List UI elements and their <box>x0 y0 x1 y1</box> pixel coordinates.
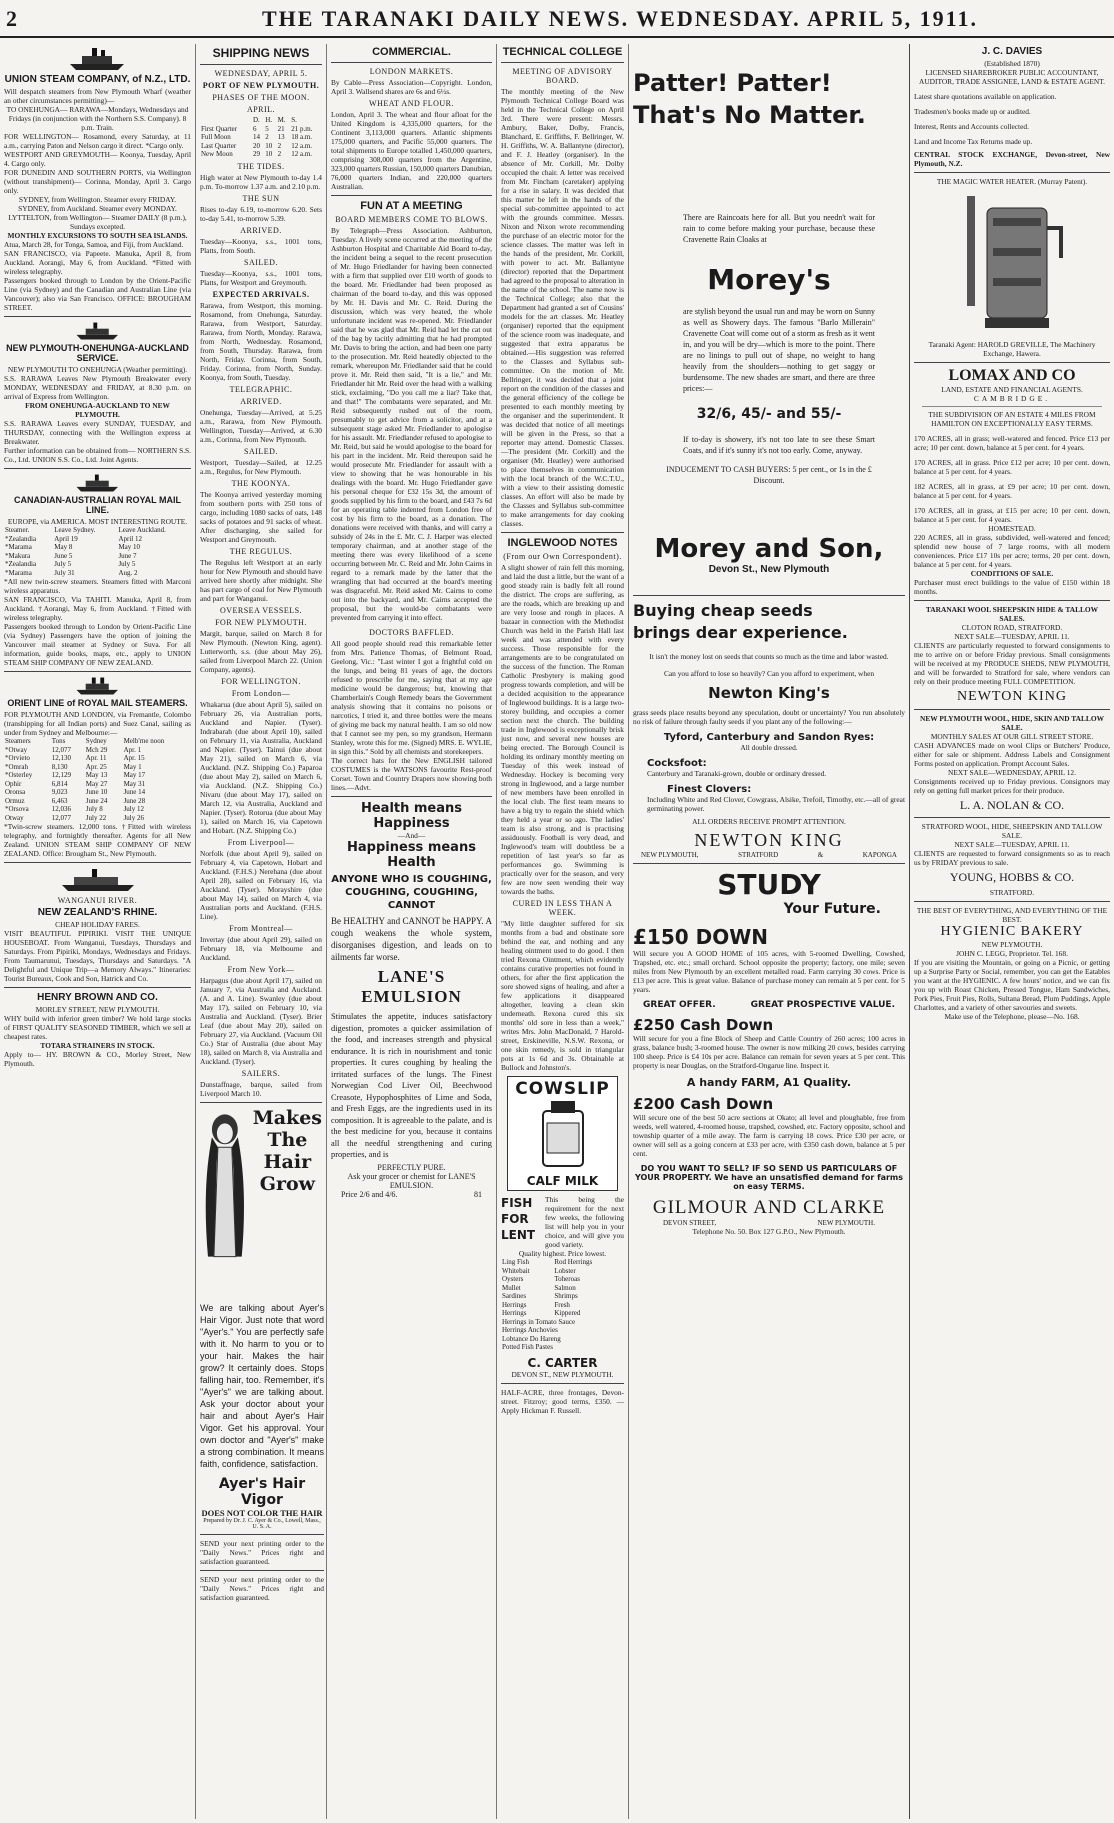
young-town: STRATFORD. <box>989 888 1035 897</box>
legg-proprietor: JOHN C. LEGG, Proprietor. Tel. 168. <box>956 949 1068 958</box>
lomax-title: LOMAX AND CO <box>948 367 1076 384</box>
canadian-notes: *All new twin-screw steamers. Steamers fitted with Marconi wireless apparatus. <box>4 577 191 595</box>
cowslip-ad <box>507 1076 618 1191</box>
health-headline-1: Health means Happiness <box>360 801 463 831</box>
cured-heading: CURED IN LESS THAN A WEEK. <box>512 899 613 917</box>
steamship-icon <box>73 676 123 696</box>
ryes-heading: Tyford, Canterbury and Sandon Ryes: <box>663 732 875 743</box>
column-1 <box>0 44 196 1819</box>
np-onehunga: NEW PLYMOUTH TO ONEHUNGA (Weather permitting). <box>7 365 188 374</box>
henry-brown-body: WHY build with inferior green timber? We hold large stocks of FIRST QUALITY SEASONED TIMBER, which we sell at cheapest rates. <box>4 1014 191 1041</box>
water-heater-illustration <box>957 188 1067 338</box>
steamship-icon <box>73 473 123 493</box>
sailers-body: Dunstaffnage, barque, sailed from Liverpool March 10. <box>200 1079 322 1098</box>
orient-title: ORIENT LINE of ROYAL MAIL STEAMERS. <box>7 698 188 708</box>
ayers-body: We are talking about Ayer's Hair Vigor. Just note that word "Ayer's." You are perfectly safe with it. No harm to you or to your hair. Makes the hair grow? It certainly does. Stops falling hair, too. Remember, it's "Ayer's" we are talking about. Ask your doctor about your hair and about Ayer's Hair Vigor. Get his approval. Your own doctor and "Ayer's" make a strong combination. It means faith, confidence, satisfaction. <box>200 1303 324 1469</box>
handy-farm: A handy FARM, A1 Quality. <box>686 1076 852 1089</box>
table-row: Ormuz 6,463 June 24 June 28 <box>5 796 146 805</box>
london-markets-heading: LONDON MARKETS. <box>369 67 454 76</box>
ask-grocer: Ask your grocer or chemist for LANE'S EMULSION. <box>347 1171 476 1190</box>
telegraphic-body: Onehunga, Tuesday—Arrived, at 5.25 a.m., Rarawa, from New Plymouth. Wellington, Tuesday—Arrived, at 6.30 a.m., Corinna, from New Plymouth. <box>200 407 322 444</box>
table-row: Lobtance Do Hareng <box>502 1334 561 1343</box>
clovers-heading: Finest Clovers: <box>667 784 752 795</box>
jc-established: (Established 1870) <box>984 59 1040 68</box>
makes-hair-grow-headline: Makes The Hair Grow <box>252 1106 322 1195</box>
taranaki-addr: CLOTON ROAD, STRATFORD. <box>961 623 1063 632</box>
newton-kings-heading: Newton King's <box>708 684 830 702</box>
union-lyttelton: LYTTELTON, from Wellington— Steamer DAILY (8 p.m.), Sundays excepted. <box>8 213 187 231</box>
moreys-name: Morey's <box>707 263 831 296</box>
coughing-text: ANYONE WHO IS COUGHING, COUGHING, COUGHING, CANNOT <box>331 874 492 911</box>
table-row: Mullet Salmon <box>502 1283 576 1292</box>
calf-milk: CALF MILK <box>526 1174 599 1188</box>
ayers-sub: DOES NOT COLOR THE HAIR <box>201 1508 323 1518</box>
cowslip-title: COWSLIP <box>515 1079 610 1099</box>
column-5: Patter! Patter! That's No Matter. There are Raincoats here for all. But you needn't wait for rain to come before making your purchase, because these Cravenette Rain Cloaks at Morey's are stylish beyond the usual run and may be worn on Sunny as well as Showery days. The famous "Barlo Millerain" Cravenette Coat will come out of a storm as fresh as it went in, and you will be dry—which is more to the point. There are no linings to pull out of shape, no weight to hang heavily from the shoulders—nothing to get saggy or burdensome. The new shades are smart, and there are three prices:— 32/6, 45/- and 55/- If to-day is showery, it's not too late to see these Smart Coats, and if it's sunny it's not too early. Come, anyway. INDUCEMENT TO CASH BUYERS: 5 per cent., or 1s in the £ Discount. Morey and Son, Devon St., New Plymouth Buying cheap seeds brings dear experience. It isn't the money lost on seeds that counts so much as the time and labor wasted. Can you afford to lose so heavily? Can you afford to experiment, when Newton King's grass seeds place results beyond any speculation, doubt or uncertainty? You run absolutely no risk of failure through faulty seeds if you plant any of the following:— Tyford, Canterbury and Sandon Ryes: All double dressed. Cocksfoot: Canterbury and Taranaki-grown, double or ordinary dressed. Finest Clovers: Including White and Red Clover, Cowgrass, Alsike, Trefoil, Timothy, etc.—all of great germinating power. ALL ORDERS RECEIVE PROMPT ATTENTION. NEWTON KING NEW PLYMOUTH, STRATFORD & KAPONGA STUDY Your Future. £150 DOWN Will secure you A GOOD HOME of 105 acres, with 5-roomed Dwelling, Cowshed, Trapshed, etc. etc.; small orchard. School opposite the property; factory, one mile; seven miles from New Plymouth by an excellent metalled road. Farm carrying 30 cows. Price is £13 per acre. This is great value. Balance of purchase money can remain at 5 per cent. for 5 years. GREAT OFFER. GREAT PROSPECTIVE VALUE. £250 Cash Down Will secure for you a fine Block of Sheep and Cattle Country of 260 acres; 100 acres in grass, balance bush; 3-roomed house. The owner is now milking 20 cows, besides carrying 100 sheep. Price is £4 10s per acre. Balance can remain for seven years at 5 per cent. This property is near Douglas, on the Stratford-Ongarue line. Inspect it. A handy FARM, A1 Quality. £200 Cash Down Will secure one of the best 50 acre sections at Okato; all level and ploughable, free from weeds, well watered, 4-roomed house, trapshed, cowshed, etc. Factory opposite, school and township quarter of a mile away. The farm is carrying 18 cows. Price £30 per acre, or owner will sell as a going concern at £33 per acre, with £350 cash down, balance at 5 per cent. DO YOU WANT TO SELL? IF SO SEND US PARTICULARS OF YOUR PROPERTY. We have an unsatisfied demand for farms on easy TERMS. GILMOUR AND CLARKE DEVON STREET, NEW PLYMOUTH. Telephone No. 50. Box 127 G.P.O., New Plymouth. <box>629 44 910 1819</box>
clients-2: CLIENTS are requested to forward consignments so as to reach us by FRIDAY previous to sale. <box>914 849 1110 867</box>
150-body: Will secure you A GOOD HOME of 105 acres, with 5-roomed Dwelling, Cowshed, Trapshed, etc. etc.; small orchard. School opposite the property; factory, one mile; seven miles from New Plymouth by an excellent metalled road. Farm carrying 30 cows. Price is £13 per acre. This is great value. Balance of purchase money can remain at 5 per cent. for 5 years. <box>633 949 905 994</box>
np-rarawa: S.S. RARAWA Leaves New Plymouth Breakwater every MONDAY, WEDNESDAY and FRIDAY, at 8.30 p.m. on arrival of Express from Wellington. <box>4 374 191 401</box>
stratford-sale: STRATFORD WOOL, HIDE, SHEEPSKIN AND TALLOW SALE. <box>921 822 1103 840</box>
carter-name: C. CARTER <box>527 1355 598 1370</box>
np-rarawa-2: S.S. RARAWA Leaves every SUNDAY, TUESDAY, and THURSDAY, connecting with the Wellington express at Breakwater. <box>4 419 191 446</box>
ayers-ad <box>200 1107 322 1267</box>
from-liverpool: From Liverpool— <box>227 837 295 847</box>
cocksfoot-heading: Cocksfoot: <box>647 758 707 769</box>
half-acre-ad: HALF-ACRE, three frontages, Devon-street. Fitzroy; good terms, £350. —Apply Hickman F. Russell. <box>501 1387 624 1415</box>
oversea-heading: OVERSEA VESSELS. <box>219 605 303 615</box>
canadian-passengers: Passengers booked through to London by Orient-Pacific Line (via Sydney) Passengers have the option of joining the Vancouver mail steamer at Sydney or Suva. For all information, guide books, maps, etc., apply to UNION STEAM SHIP COMPANY OF NEW ZEALAND. <box>4 622 191 667</box>
sun-heading: THE SUN <box>242 193 280 203</box>
from-montreal: From Montreal— <box>229 923 293 933</box>
np-wool-sale: NEW PLYMOUTH WOOL, HIDE, SKIN AND TALLOW SALE. <box>920 714 1104 732</box>
ayers-hair-vigor: Ayer's Hair Vigor <box>218 1476 306 1508</box>
table-row: *Makura June 5 June 7 <box>5 551 137 560</box>
union-intro: Will despatch steamers from New Plymouth Wharf (weather an other circumstances permitting)— <box>4 87 191 105</box>
lot-220: 220 ACRES, all in grass, subdivided, well-watered and fenced; splendid new house of 7 large rooms, with all modern conveniences. Price £17 10s per acre; terms, 20 per cent. down, balance at 5 per cent. for 4 years. <box>914 533 1110 569</box>
nolan-name: L. A. NOLAN & CO. <box>959 798 1065 812</box>
port-heading: PORT OF NEW PLYMOUTH. <box>202 81 320 90</box>
wheat-flour-body: London, April 3. The wheat and flour afloat for the United Kingdom is 4,335,000 quarters, for the Continent 3,113,000 quarters. Atlantic shipments 175,000 quarters, and Pacific 55,000 quarters. The total shipments to Europe totalled 1,450,000 quarters, comprising 308,000 quarters from the Argentine, 323,000 quarters Russian, 150,000 quarters Danubian, 76,000 quarters Indian, and 220,000 quarters Australian. <box>331 110 492 191</box>
newspaper-title: THE TARANAKI DAILY NEWS. WEDNESDAY. APRIL 5, 1911. <box>262 6 978 31</box>
study-headline: STUDY <box>717 868 821 901</box>
union-dunedin: FOR DUNEDIN AND SOUTHERN PORTS, via Wellington (without transhipment)— Corinna, Monday, April 3. Cargo only. <box>4 168 191 195</box>
consignments: Consignments received up to Friday previous. Consignors may rely on getting full market prices for their produce. <box>914 777 1110 795</box>
cocksfoot-sub: Canterbury and Taranaki-grown, double or ordinary dressed. <box>647 769 827 778</box>
totara-strainers: TOTARA STRAINERS IN STOCK. <box>40 1041 155 1050</box>
henry-brown-apply: Apply to— HY. BROWN & CO., Morley Street, New Plymouth. <box>4 1050 191 1068</box>
table-row: First Quarter 6 5 21 21 p.m. <box>201 124 313 133</box>
fish-body: This being the requirement for the next few weeks, the following list will help you in your choice, and will give you good variety. <box>545 1195 624 1249</box>
np-info: Further information can be obtained from— NORTHERN S.S. Co., Ltd. UNION S.S. Co., Ltd. Joint Agents. <box>4 446 191 464</box>
regulus-body: The Regulus left Westport at an early hour for New Plymouth and should have arrived here shortly after midnight. She has part cargo of coal for New Plymouth and part for Wanganui. <box>200 557 322 603</box>
table-row: Last Quarter 20 10 2 12 a.m. <box>201 141 313 150</box>
arrived-heading: ARRIVED. <box>240 225 282 235</box>
canadian-title: CANADIAN-AUSTRALIAN ROYAL MAIL LINE. <box>14 495 181 515</box>
sun-body: Rises to-day 6.19, to-morrow 6.20. Sets to-day 5.41, to-morrow 5.39. <box>200 204 322 223</box>
250-body: Will secure for you a fine Block of Sheep and Cattle Country of 260 acres; 100 acres in grass, balance bush; 3-roomed house. The owner is now milking 20 cows, besides carrying 100 sheep. Price is £4 10s per acre. Balance can remain for seven years at 5 per cent. This property is near Douglas, on the Stratford-Ongarue line. Inspect it. <box>633 1034 905 1070</box>
patter-headline-1: Patter! Patter! <box>633 69 832 97</box>
union-title: UNION STEAM COMPANY, of N.Z., LTD. <box>4 74 191 85</box>
telegraphic-heading: TELEGRAPHIC. <box>229 384 293 394</box>
orient-notes: *Twin-screw steamers. 12,000 tons. †Fitted with wireless telegraphy, and fortnightly thereafter. Agents for all New Zealand. UNION STEAM SHIP COMPANY OF NEW ZEALAND. Office: Brougham St., New Plymouth. <box>4 822 191 858</box>
subdivision: THE SUBDIVISION OF AN ESTATE 4 MILES FROM HAMILTON ON EXCEPTIONALLY EASY TERMS. <box>928 410 1096 428</box>
henry-brown-address: MORLEY STREET, NEW PLYMOUTH. <box>35 1005 160 1014</box>
health-and: —And— <box>397 831 426 840</box>
doctors-body: All good people should read this remarkable letter from Mrs. Patience Thomas, of Belmont Road, Geelong, Vic.: "Last winter I got a frightful cold on the lungs, and being 81 years of age, the doctors refused to prescribe for me, saying that at my age medicine would be dangerous; but, knowing that Chamberlain's Cough Remedy bears the Government analysis showing that it contains no poisons or narcotics, I tried it, and three bottles were the means of giving me back my natural health. I am so old now that I cannot see my pen, so my grandson, Hermann Stanley, wrote this for me. (Signed) MRS. E. WYLIE, in sign this." Sold by all chemists and storekeepers. <box>331 639 492 756</box>
shipping-news-title: SHIPPING NEWS <box>212 46 310 60</box>
telegraphic-sailed: SAILED. <box>244 446 278 456</box>
wanganui-sub: CHEAP HOLIDAY FARES. <box>55 920 140 929</box>
seeds-body: It isn't the money lost on seeds that counts so much as the time and labor wasted. <box>649 652 889 661</box>
wellington-body-4: Harpagus (due about April 17), sailed on January 7, via Australia and Auckland. (A. and A. Line). Swanley (due about May 17), sailed on February 10, via Australia and Auckland. (Tyser). Brier Leaf (due about May 20), sailed on February 27, via Auckland. (Vacuum Oil Co.) Star of Australia (due about May 18), sailed on March 8, via Australia and Auckland. (Tyser). <box>200 975 322 1066</box>
homestead: HOMESTEAD. <box>988 524 1036 533</box>
legg-body: If you are visiting the Mountain, or going on a Picnic, or getting up a Surprise Party or Social, remember, you can get the Eatables you want at the HYGIENIC. A few hours' notice, and we can fix you up with Roast Chicken, Pressed Tongue, Ham Sandwiches, Pork Pies, Fruit Pies, Rolls, Sultana Bread, Plum Puddings, Apple Charlottes, and a variety of other savouries and sweets. <box>914 958 1110 1012</box>
masthead <box>0 0 1114 38</box>
table-row: Ling Fish Rod Herrings <box>502 1258 593 1266</box>
phases-heading: PHASES OF THE MOON. <box>212 93 310 102</box>
arrived-body: Tuesday—Koonya, s.s., 1001 tons, Platts, from South. <box>200 236 322 255</box>
regulus-heading: THE REGULUS. <box>229 546 293 556</box>
lomax-town: CAMBRIDGE. <box>973 394 1051 403</box>
steamship-icon <box>68 46 128 72</box>
wanganui-title: NEW ZEALAND'S RHINE. <box>37 907 158 918</box>
oversea-body: Margit, barque, sailed on March 8 for New Plymouth. (Newton King, agent). Lutterworth, s.s. (due about May 26), sailed from Liverpool March 22. (Union Company, agents). <box>200 628 322 674</box>
table-row: *Omrah 8,130 Apr. 25 May 1 <box>5 762 142 771</box>
london-markets-body: By Cable—Press Association—Copyright. London, April 3. Wallsend shares are 6s and 6½s. <box>331 78 492 96</box>
jc-books: Tradesmen's books made up or audited. <box>914 107 1031 116</box>
union-wellington: FOR WELLINGTON— Rosamond, every Saturday, at 11 a.m., carrying Paton and Nelson cargo it direct. *Cargo only. <box>4 132 191 150</box>
table-row: Herrings Kippered <box>502 1309 581 1317</box>
table-row: Sardines Shrimps <box>502 1292 578 1300</box>
table-row: Oronsa 9,023 June 10 June 14 <box>5 788 146 796</box>
send-order-2: SEND your next printing order to the "Daily News." Prices right and satisfaction guaranteed. <box>200 1575 324 1602</box>
lot-1: 170 ACRES, all in grass; well-watered and fenced. Price £13 per acre; 10 per cent. down, balance at 5 per cent. for 4 years. <box>914 434 1110 452</box>
technical-college-sub: MEETING OF ADVISORY BOARD. <box>512 67 613 85</box>
wellington-body: Whakarua (due about April 5), sailed on February 26, via Australian ports, Auckland and Napier. (Tyser). Indrabarah (due about April 10), sailed on February 11, via Australia, Auckland and Napier. (Tyser). Tainui (due about May 21), sailed on March 6, via Auckland. (N.Z. Shipping Co.) Paparoa (due about May 2), sailed on March 6, via Auckland. (N.Z. Shipping Co.) Nivaru (due about May 17), sailed on March 12, via Australia, Auckland and Napier. (Tyser). Rotorua (due about May 1), sailed on March 16, via Capetown and Hobart. (N.Z. Shipping Co.) <box>200 699 322 835</box>
lot-4: 170 ACRES, all in grass, at £15 per acre; 10 per cent. down, balance at 5 per cent. for 4 years. <box>914 506 1110 524</box>
morey-and-son: Morey and Son, <box>654 534 884 564</box>
ayers-ad-body <box>200 1302 324 1817</box>
perfectly-pure: PERFECTLY PURE. <box>377 1162 446 1172</box>
wellington-body-2: Norfolk (due about April 9), sailed on February 4, via Capetown, Hobart and Auckland. (F.H.S.) Nerehana (due about April 28), sailed on February 16, via Auckland. (Tyser). Morayshire (due about May 14), sailed on March 4, via Australian ports and Auckland. (F.H.S. Line). <box>200 848 322 921</box>
canadian-sub: EUROPE, via AMERICA. MOST INTERESTING ROUTE. <box>7 517 188 526</box>
wellington-heading: FOR WELLINGTON. <box>221 676 301 686</box>
henry-brown-title: HENRY BROWN AND CO. <box>37 992 158 1003</box>
lot-3: 182 ACRES, all in grass, at £9 per acre; 10 per cent. down, balance at 5 per cent. for 4 years. <box>914 482 1110 500</box>
fun-meeting-body: By Telegraph—Press Association. Ashburton, Tuesday. A lively scene occurred at the meeting of the Ashburton Hospital and Charitable Aid Board to-day, the incident being a sequel to the recent prosecution of Mr. Hugo Friedlander for having been connected with a firm that supplied over £10 worth of goods to the board. Mr. Friedlander had been proposed as chairman of the board to-day, and this was opposed by Mr. H. Davis and Mr. C. Reid. During the discussion, which was very heated, the whole unfortunate incident was re-opened. Mr. Friedlander said that he was glad that Mr. Reid had let the cat out of the bag by tacitly admitting that he had prompted Mr. Davis to bring the action, and had been one party to the prosecution. Mr. Reid heatedly objected to the remark, whereupon Mr. Friedlander said that he could prove it. Mr. Reid then said, "It is a lie," and Mr. Friedlander hit Mr. Reid over the head with a walking stick, exclaiming, "Do you call me a liar? Take that, and that!" The combatants were separated, and Mr. Reid subsequently rushed out of the room, presumably to get advice from a solicitor, and at a subsequent stage asked Mr. Friedlander to apologise for his assault. Mr. Friedlander refused to apologise to Mr. Reid, but said he would apologise to the board for his part in the incident. Mr. Reid thereupon said he would prosecute Mr. Friedlander for assault with a view to showing that he was honourable in his dealings with the board. Mr. Hugo Friedlander gave his personal cheque for £32 15s 3d, the amount of goods supplied by his firm to the board, and £43 7s 6d for an operating table indented from London free of cost by his firm to the board, as a donation. The donations were received with thanks, and will carry a subsidy of 24s in the £. Mr. C. J. Harper was elected temporary chairman, and at another stage of the meeting there was every likelihood of a scene occurring between Mr. C. Reid and Mr. John Cairns in regard to a remark made by the latter that the wrangling that had occurred at the board's meeting was disgraceful. Mr. Reid asked Mr. Cairns to come out into the backyard, and Mr. Cairns accepted the proposal, but the would-be combatants were prevented from carrying it into effect. <box>331 226 492 622</box>
lomax-sub: LAND, ESTATE AND FINANCIAL AGENTS. <box>941 385 1083 394</box>
jc-interest: Interest, Rents and Accounts collected. <box>914 122 1029 131</box>
lot-2: 170 ACRES, all in grass. Price £12 per acre; 10 per cent. down, balance at 5 per cent. for 4 years. <box>914 458 1110 476</box>
union-atua: Atua, March 28, for Tonga, Samoa, and Fiji, from Auckland. <box>4 240 184 249</box>
newton-kings-body: grass seeds place results beyond any speculation, doubt or uncertainty? You run absolutely no risk of failure through faulty seeds if you plant any of the following:— <box>633 708 905 726</box>
hygienic-town: NEW PLYMOUTH. <box>981 940 1043 949</box>
jc-central: CENTRAL STOCK EXCHANGE, Devon-street, New Plymouth, N.Z. <box>914 150 1110 168</box>
union-onehunga: TO ONEHUNGA— RARAWA—Mondays, Wednesdays and Fridays (in conjunction with the Northern S.S. Company). 8 p.m. Train. <box>6 105 189 132</box>
seeds-question: Can you afford to lose so heavily? Can you afford to experiment, when <box>663 669 875 678</box>
great-prospective: GREAT PROSPECTIVE VALUE. <box>750 1000 895 1010</box>
lanes-price: Price 2/6 and 4/6. <box>341 1189 398 1199</box>
orders-line: ALL ORDERS RECEIVE PROMPT ATTENTION. <box>692 817 846 826</box>
150-down: £150 DOWN <box>633 925 769 949</box>
taranaki-wool: TARANAKI WOOL SHEEPSKIN HIDE & TALLOW SALES. <box>925 605 1099 623</box>
table-row: Ophir 6,814 May 27 May 31 <box>5 779 146 788</box>
orient-intro: FOR PLYMOUTH AND LONDON, via Fremantle, Colombo (transhipping for all Indian ports) and Suez Canal, sailing as under from Sydney and Melbourne:— <box>4 710 191 737</box>
jc-davies-title: J. C. DAVIES <box>981 46 1043 57</box>
wanganui-label: WANGANUI RIVER. <box>57 896 138 905</box>
morey-address: Devon St., New Plymouth <box>708 564 830 575</box>
hygienic-bakery: HYGIENIC BAKERY <box>940 924 1084 939</box>
best-of-everything: THE BEST OF EVERYTHING, AND EVERYTHING OF THE BEST. <box>916 906 1108 924</box>
health-headline-2: Happiness means Health <box>347 840 476 870</box>
seeds-headline-1: Buying cheap seeds <box>633 601 813 620</box>
moon-table: D. H. M. S. First Quarter 6 5 21 21 p.m. Full Moon 14 2 13 18 a.m. Last Quarter 20 10 2 12 a.m. New Moon 29 10 2 12 a.m. <box>200 116 322 159</box>
conditions: CONDITIONS OF SALE. <box>970 569 1054 578</box>
table-row: Oysters Toheroas <box>502 1275 580 1283</box>
great-offer: GREAT OFFER. <box>643 1000 716 1010</box>
woman-portrait-illustration <box>200 1107 250 1267</box>
union-westport: WESTPORT AND GREYMOUTH— Koonya, Tuesday, April 4. Cargo only. <box>4 150 191 168</box>
np-from: FROM ONEHUNGA-AUCKLAND TO NEW PLYMOUTH. <box>25 401 170 419</box>
technical-college-title: TECHNICAL COLLEGE <box>502 46 623 58</box>
fun-meeting-sub: BOARD MEMBERS COME TO BLOWS. <box>335 215 488 224</box>
cured-body: "My little daughter suffered for six months from a bad and obstinate sore behind the ear, and nothing and any healing ointment used to do good. I then tried Rexona Ointment, which evidently contains curative properties not found in others, for after the first application the sore showed signs of healing, and after a few applications it disappeared altogether, leaving a clean skin underneath. Rexona cured this six months' old sore in less than a week," writes Mrs. John MacDonald, 7 Harold-street, Erskineville, N.S.W. Rexona, or one skin remedy, is sold in triangular pots at 1s 6d and 3s. Obtainable at Bullock and Johnston's. <box>501 919 624 1072</box>
sailed-body: Tuesday—Koonya, s.s., 1001 tons, Platts, for Westport and Greymouth. <box>200 268 322 287</box>
canadian-sf: SAN FRANCISCO, Via TAHITI. Manuka, April 8, from Auckland. †Aorangi, May 6, from Auckland. †Fitted with wireless telegraphy. <box>4 595 191 622</box>
union-sydney: SYDNEY, from Wellington. Steamer every FRIDAY. SYDNEY, from Auckland. Steamer every MONDAY. <box>18 195 177 213</box>
corset-advt: The correct hats for the New ENGLISH tailored COSTUMES is the WATSONS favourite Rest-proof Corset. Town and Country Drapers now showing both lines.—Advt. <box>331 756 492 792</box>
sailers-heading: SAILERS. <box>241 1068 281 1078</box>
expected-heading: EXPECTED ARRIVALS. <box>212 289 310 299</box>
patter-body: There are Raincoats here for all. But you needn't wait for rain to come before making your purchase, because these Cravenette Rain Cloaks at <box>683 213 875 244</box>
inglewood-body: A slight shower of rain fell this morning, and laid the dust a little, but the want of a good steady rain is badly felt all round the district. The crops are suffering, as are the roads, which are breaking up and are very loose and rough in places. A bazaar in connection with the Methodist Church was held in the Parish Hall last week and was attended with every success. Those responsible for the arrangements are to be congratulated on the success of the function. The Roman Catholic Presbytery is making good progress towards completion, and will be a decided acquisition to the appearance of Inglewood buildings. It is a large two-storey building, and occupies a corner section next the church. The building trade in Inglewood is exceptionally brisk just now, and several new houses are being erected. The Borough Council is holding its ordinary monthly meeting on Tuesday of this week instead of Wednesday. Hockey is becoming very strong in Inglewood, and a large number of new members have been enrolled in the local club. The first team means to have a big try to regain the shield which they held a year or so ago. The ladies' team is also strong, and is practising assiduously. Football is very dead, and Inglewood's team will doubtless be a repetition of last year's so far as performances go. Swimming is practically over for the season, and very few are now seen wending their way towards the baths. <box>501 563 624 896</box>
sailed-heading: SAILED. <box>244 257 278 267</box>
shipping-date: WEDNESDAY, APRIL 5. <box>214 69 308 78</box>
wellington-body-3: Invertay (due about April 29), sailed on February 18, via Melbourne and Auckland. <box>200 934 322 962</box>
table-row: *Osterley 12,129 May 13 May 17 <box>5 771 146 779</box>
tides-body: High water at New Plymouth to-day 1.4 p.m. To-morrow 1.37 a.m. and 2.10 p.m. <box>200 172 322 191</box>
column-6 <box>910 44 1114 1819</box>
morey-body: are stylish beyond the usual run and may be worn on Sunny as well as Showery days. The famous "Barlo Millerain" Cravenette Coat will come out of a storm as fresh as it went in, and you will be dry—which is more to the point. There are no linings to pull out of shape, no weight to hang heavily from the shoulders—nothing to get saggy or burdensome. The new shades are smart, and there are three prices:— <box>683 307 875 393</box>
lanes-emulsion-title: LANE'S EMULSION <box>361 967 462 1006</box>
table-row: New Moon 29 10 2 12 a.m. <box>201 150 313 158</box>
koonya-body: The Koonya arrived yesterday morning from southern ports with 250 tons of cargo, including 1080 sacks of oats, 148 sacks of potatoes and 91 sacks of wheat. After discharging, she sailed for Westport and Greymouth. <box>200 489 322 544</box>
morey-prices: 32/6, 45/- and 55/- <box>696 406 842 422</box>
union-excursions: MONTHLY EXCURSIONS TO SOUTH SEA ISLANDS. <box>7 231 188 240</box>
carter-address: DEVON ST., NEW PLYMOUTH. <box>511 1369 614 1379</box>
orient-table: Steamers Tons Sydney Melb'rne noon *Otway 12,077 Mch 29 Apr. 1 *Orvieto 12,130 Apr. 11 Apr. 15 *Omrah 8,130 Apr. 25 May 1 *Osterley 12,129 May 13 May 17 Ophir 6,814 May 27 May 31 Oronsa 9,023 June 10 June 14 Ormuz 6,463 June 24 June 28 *Orsova 12,036 July 8 July 12 Otway 12,077 July 22 July 26 <box>4 737 191 822</box>
ayers-prep: Prepared by Dr. J. C. Ayer & Co., Lowell, Mass., U. S. A. <box>203 1518 321 1530</box>
union-sf: SAN FRANCISCO, via Papeete. Manuka, April 8, from Auckland. Aorangi, May 6, from Auckland. *Fitted with wireless telegraphy. <box>4 249 191 276</box>
table-row: *Otway 12,077 Mch 29 Apr. 1 <box>5 745 142 754</box>
200-body: Will secure one of the best 50 acre sections at Okato; all level and ploughable, free from weeds, well watered, 4-roomed house, trapshed, cowshed, etc. Factory opposite, school and township quarter of a mile away. The farm is carrying 18 cows. Price £30 per acre, or owner will sell as a going concern at £33 per acre, with £350 cash down, balance at 5 per cent. <box>633 1113 905 1158</box>
newton-king-name: NEWTON KING <box>957 689 1067 704</box>
table-row: Herrings Anchovies <box>502 1326 558 1334</box>
table-row: *Marama July 31 Aug. 2 <box>5 568 138 577</box>
conditions-body: Purchaser must erect buildings to the value of £150 within 18 months. <box>914 578 1110 596</box>
clovers-sub: Including White and Red Clover, Cowgrass, Alsike, Trefoil, Timothy, etc.—all of great germinating power. <box>647 795 905 813</box>
next-sale-2: NEXT SALE—WEDNESDAY, APRIL 12. <box>948 768 1076 777</box>
jc-land: Land and Income Tax Returns made up. <box>914 137 1033 146</box>
lanes-body: Stimulates the appetite, induces satisfactory digestion, promotes a quicker assimilation of the food, and increases strength and physical endurance. It is rich in nourishment and tonic properties. It cures coughing by healing the irritated surfaces of the lungs. The Finest Norwegian Cod Liver Oil, Beechwood Creasote, Hypophosphites of Lime and Soda, and Fresh Eggs, are the ingredients used in its composition. It is agreeable to the palate, and is the best medicine for you, because it contains all the needful strengthening and curing properties, and is <box>331 1012 492 1159</box>
fish-table <box>501 1258 624 1352</box>
legg-telephone: Make use of the Telephone, please—No. 168. <box>944 1012 1080 1021</box>
young-hobbs: YOUNG, HOBBS & CO. <box>949 870 1075 884</box>
milk-can-icon <box>533 1099 593 1169</box>
heater-agent: Taranaki Agent: HAROLD GREVILLE, The Machinery Exchange, Hawera. <box>928 340 1096 358</box>
doctors-heading: DOCTORS BAFFLED. <box>369 628 454 637</box>
health-body: Be HEALTHY and CANNOT be HAPPY. A cough weakens the whole system, disorganises digestion, and leads on to ailments far worse. <box>331 916 492 962</box>
morey-inducement: INDUCEMENT TO CASH BUYERS: 5 per cent., or 1s in the £ Discount. <box>666 465 872 485</box>
table-row: Full Moon 14 2 13 18 a.m. <box>201 133 313 141</box>
table-row: Herrings Fresh <box>502 1300 570 1309</box>
fish-quality: Quality highest. Price lowest. <box>518 1249 607 1258</box>
table-row: Potted Fish Pastes <box>502 1343 553 1351</box>
next-sale: NEXT SALE—TUESDAY, APRIL 11. <box>954 632 1070 641</box>
heater-title: THE MAGIC WATER HEATER. (Murray Patent). <box>936 177 1088 186</box>
expected-body: Rarawa, from Westport, this morning. Rosamond, from Onehunga, Saturday. Rarawa, from Westport, Saturday. Rarawa, from North, Monday. Rarawa, from North, Wednesday. Rosamond, from South, Thursday. Rarawa, from North, Friday. Corinna, from South, Friday. Corinna, from North, Sunday. Koonya, from South, Tuesday. <box>200 300 322 382</box>
your-future: Your Future. <box>783 901 881 917</box>
cash-advances: CASH ADVANCES made on wool Clips or Butchers' Produce, either for sale or shipment. Address Labels and Consignment Forms posted on application. Prompt Account Sales. <box>914 741 1110 768</box>
200-down: £200 Cash Down <box>633 1095 774 1113</box>
next-sale-3: NEXT SALE—TUESDAY, APRIL 11. <box>954 840 1070 849</box>
table-row: Whitebait Lobster <box>502 1266 576 1275</box>
april-heading: APRIL. <box>246 105 276 114</box>
canadian-table: Steamer. Leave Sydney. Leave Auckland. *Zealandia April 19 April 12 *Marama May 8 May 10 *Makura June 5 June 7 *Zealandia July 5 July 5 *Marama July 31 Aug. 2 <box>4 526 191 577</box>
seeds-headline-2: brings dear experience. <box>633 623 848 642</box>
patter-headline-2: That's No Matter. <box>633 101 866 129</box>
column-3 <box>327 44 497 1819</box>
np-service-title: NEW PLYMOUTH-ONEHUNGA-AUCKLAND SERVICE. <box>6 343 189 363</box>
wanganui-body: VISIT BEAUTIFUL PIPIRIKI. VISIT THE UNIQUE HOUSEBOAT. From Wanganui, Tuesdays, Thursdays and Saturdays. From Pipiriki, Mondays, Wednesdays and Fridays. From Taumarunui, Tuesdays, Thursdays and Saturdays. "A Delightful and Unique Trip—a Memory Always." Itineraries: Tourist Bureaux, Cook and Son, Hatrick and Co. <box>4 929 191 983</box>
table-row: Herrings in Tomato Sauce <box>502 1317 576 1326</box>
ad-number: 81 <box>474 1189 482 1199</box>
table-row: *Orsova 12,036 July 8 July 12 <box>5 805 144 813</box>
sell-notice: DO YOU WANT TO SELL? IF SO SEND US PARTICULARS OF YOUR PROPERTY. We have an unsatisfied demand for farms on easy TERMS. <box>634 1164 904 1191</box>
steamship-icon <box>73 321 123 341</box>
jc-shares: Latest share quotations available on application. <box>914 92 1057 101</box>
morey-body-2: If to-day is showery, it's not too late to see these Smart Coats, and if it's sunny it's not too early. Come, anyway. <box>683 435 875 455</box>
clients-notice: CLIENTS are particularly requested to forward consignments to me to arrive on or before Friday previous. Small consignments will be received at my PRODUCE SHEDS, NEW PLYMOUTH, and will be forwarded to Stratford for sale, where vendors can rely on their produce meeting FULL COMPETITION. <box>914 641 1110 686</box>
riverboat-icon <box>58 867 138 893</box>
koonya-heading: THE KOONYA. <box>231 478 291 488</box>
oversea-np: FOR NEW PLYMOUTH. <box>215 617 307 627</box>
telegraphic-arrived: ARRIVED. <box>240 396 282 406</box>
table-row: *Orvieto 12,130 Apr. 11 Apr. 15 <box>5 754 145 762</box>
fish-for-lent: FISH FOR LENT <box>501 1196 536 1242</box>
tides-heading: THE TIDES. <box>237 161 285 171</box>
technical-college-body: The monthly meeting of the New Plymouth Technical College Board was held in the Technical College on April 3rd. There were present: Messrs. Ambury, Baker, Dolby, Francis, Blanchard, E. Griffiths, F. Bellringer, W. H. Griffiths, W. A. Ballantyne (director), and F. J. Heatley (organiser). In the absence of Mr. Corkill, Mr. Dolby occupied the chair. A letter was received from Mr. Fincham (caretaker) applying for a rise in salary. It was decided that this matter be left in the hands of the special sub-committee appointed to act with the grounds committee. Messrs. Nixon and Nixon wrote recommending the purchase of an electric motor for the science classes. The matter was left in the hands of the president, Mr. Corkill, with power to act. Mr. Ballantyne (director) reported that the Department had agreed to the proposal to alteration in the name of the school. The name now is the Technical College; also that the Department had granted a set of Cousins' models for the art classes. Mr. Heatley (organiser) reported that the equipment of the science room was inadequate, and suggested that extra apparatus be obtained.—His suggestion was referred to the Classes and Syllabus sub-committee. On the motion of Mr. Bellringer, it was decided that a joint report on the condition of the classes and the general efficiency of the college be presented to each monthly meeting by the organiser and the superintendent. It was decided that notice of all meetings will be given in the Press, so that a reporter may attend. Domestic Classes.—The president (Mr. Corkill) and the organiser (Mr. Heatley) were authorised to place themselves in communication with the local branch of the W.C.T.U., with a view to their assisting domestic classes. An effort will also be made by the Classes and Syllabus sub-committee to make arrangements for day cooking classes. <box>501 87 624 528</box>
inglewood-title: INGLEWOOD NOTES <box>507 537 618 549</box>
from-new-york: From New York— <box>227 964 295 974</box>
monthly-sales: MONTHLY SALES AT OUR GILL STREET STORE. <box>930 732 1094 741</box>
commercial-title: COMMERCIAL. <box>372 46 451 58</box>
page-number: 2 <box>6 6 17 31</box>
ryes-sub: All double dressed. <box>740 743 798 752</box>
table-row: *Zealandia April 19 April 12 <box>5 534 142 543</box>
fun-meeting-title: FUN AT A MEETING <box>360 200 463 212</box>
table-row: *Zealandia July 5 July 5 <box>5 560 136 568</box>
table-row: *Marama May 8 May 10 <box>5 543 141 551</box>
telegraphic-body-2: Westport, Tuesday—Sailed, at 12.25 a.m., Regulus, for New Plymouth. <box>200 457 322 476</box>
gilmour-tel: Telephone No. 50. Box 127 G.P.O., New Plymouth. <box>692 1227 846 1236</box>
send-order-1: SEND your next printing order to the "Daily News." Prices right and satisfaction guaranteed. <box>200 1539 324 1566</box>
from-london: From London— <box>231 688 291 698</box>
column-4 <box>497 44 629 1819</box>
jc-body: LICENSED SHAREBROKER PUBLIC ACCOUNTANT, AUDITOR, TRADE ASSIGNEE, LAND & ESTATE AGENT. <box>918 68 1105 86</box>
gilmour-clarke: GILMOUR AND CLARKE <box>652 1197 886 1218</box>
table-row: Otway 12,077 July 22 July 26 <box>5 813 144 822</box>
250-down: £250 Cash Down <box>633 1016 774 1034</box>
newton-king-big: NEWTON KING <box>694 830 844 850</box>
union-passengers: Passengers booked through to London by the Orient-Pacific Line (via Sydney) and the Canadian and Australian Line (via Vancouver); also via San Francisco. OFFICE: BROUGHAM STREET. <box>4 276 191 312</box>
inglewood-sub: (From our Own Correspondent). <box>503 552 622 561</box>
wheat-flour-heading: WHEAT AND FLOUR. <box>369 99 454 108</box>
